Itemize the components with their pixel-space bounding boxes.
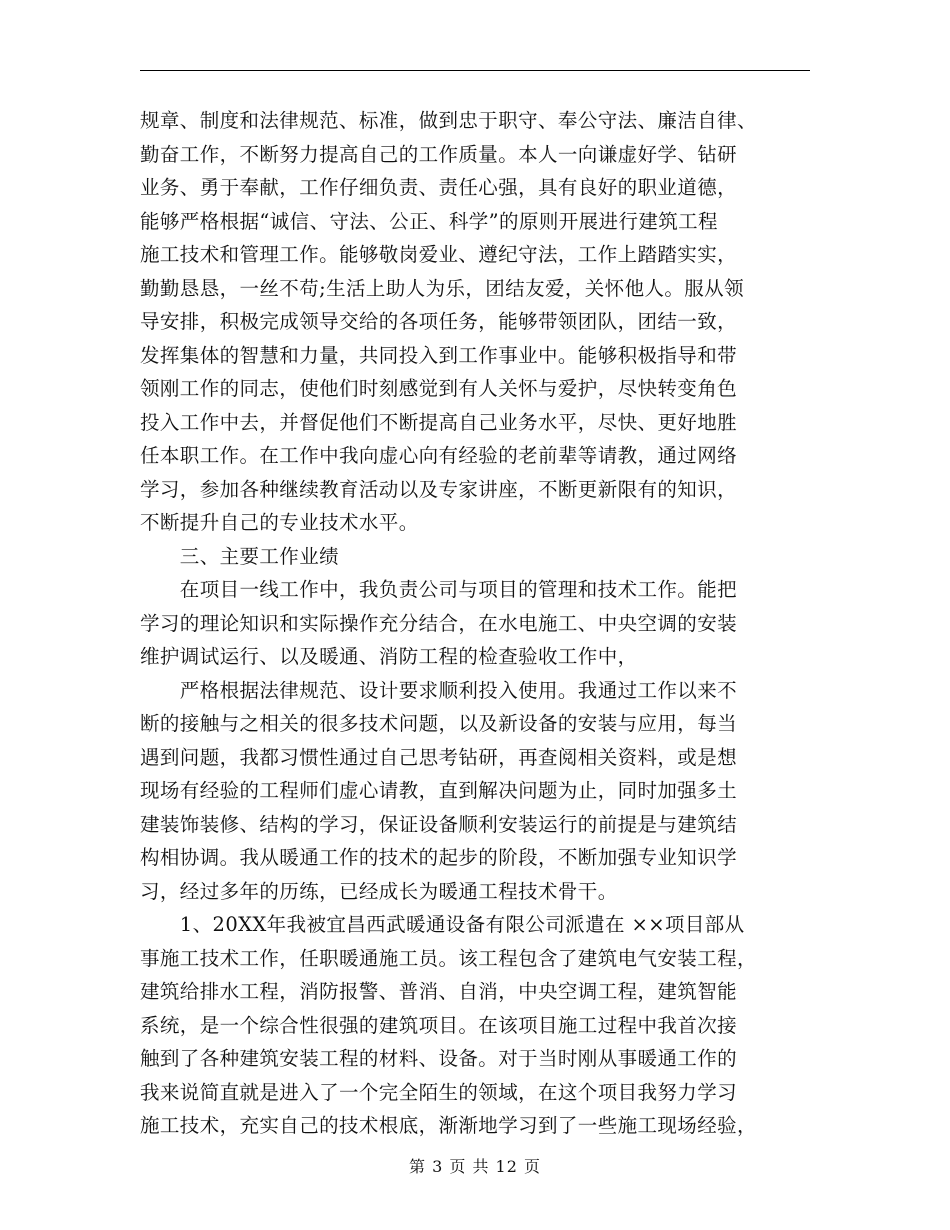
text-line: 规章、制度和法律规范、标准，做到忠于职守、奉公守法、廉洁自律、 bbox=[140, 109, 757, 132]
text-line: 现场有经验的工程师们虚心请教，直到解决问题为止，同时加强多土 bbox=[140, 779, 738, 802]
text-line: 学习的理论知识和实际操作充分结合，在水电施工、中央空调的安装 bbox=[140, 611, 738, 635]
text-line: 施工技术，充实自己的技术根底，渐渐地学习到了一些施工现场经验， bbox=[140, 1114, 757, 1137]
text-line: 学习，参加各种继续教育活动以及专家讲座，不断更新限有的知识， bbox=[140, 477, 738, 501]
text-line: 施工技术和管理工作。能够敬岗爱业、遵纪守法，工作上踏踏实实， bbox=[140, 243, 738, 266]
text-line: 触到了各种建筑安装工程的材料、设备。对于当时刚从事暖通工作的 bbox=[140, 1047, 738, 1070]
section-heading: 三、主要工作业绩 bbox=[140, 544, 340, 568]
text-line: 领刚工作的同志，使他们时刻感觉到有人关怀与爱护，尽快转变角色 bbox=[140, 377, 738, 400]
text-line: 习，经过多年的历练，已经成长为暖通工程技术骨干。 bbox=[140, 879, 618, 903]
text-line: 勤勤恳恳，一丝不苟;生活上助人为乐，团结友爱，关怀他人。服从领 bbox=[140, 276, 744, 300]
text-line: 构相协调。我从暖通工作的技术的起步的阶段，不断加强专业知识学 bbox=[140, 846, 738, 869]
text-line: 在项目一线工作中，我负责公司与项目的管理和技术工作。能把 bbox=[140, 578, 738, 601]
text-line: 严格根据法律规范、设计要求顺利投入使用。我通过工作以来不 bbox=[140, 678, 738, 702]
header-rule bbox=[140, 70, 810, 71]
text-line: 系统，是一个综合性很强的建筑项目。在该项目施工过程中我首次接 bbox=[140, 1013, 738, 1037]
text-line: 勤奋工作，不断努力提高自己的工作质量。本人一向谦虚好学、钻研 bbox=[140, 142, 738, 166]
text-line: 建装饰装修、结构的学习，保证设备顺利安装运行的前提是与建筑结 bbox=[140, 812, 738, 836]
text-line: 发挥集体的智慧和力量，共同投入到工作事业中。能够积极指导和带 bbox=[140, 343, 738, 367]
text-line: 断的接触与之相关的很多技术问题，以及新设备的安装与应用，每当 bbox=[140, 712, 738, 735]
text-line: 事施工技术工作，任职暖通施工员。该工程包含了建筑电气安装工程， bbox=[140, 946, 757, 970]
text-line: 维护调试运行、以及暖通、消防工程的检查验收工作中， bbox=[140, 645, 638, 668]
text-line: 导安排，积极完成领导交给的各项任务，能够带领团队，团结一致， bbox=[140, 310, 738, 333]
text-line: 任本职工作。在工作中我向虚心向有经验的老前辈等请教，通过网络 bbox=[140, 444, 738, 467]
text-line: 建筑给排水工程，消防报警、普消、自消，中央空调工程，建筑智能 bbox=[140, 980, 738, 1003]
document-body bbox=[140, 104, 830, 1143]
text-line: 我来说简直就是进入了一个完全陌生的领域，在这个项目我努力学习 bbox=[140, 1080, 738, 1104]
text-line: 不断提升自己的专业技术水平。 bbox=[140, 511, 419, 534]
text-line: 业务、勇于奉献，工作仔细负责、责任心强，具有良好的职业道德， bbox=[140, 176, 738, 199]
text-line: 遇到问题，我都习惯性通过自己思考钻研，再查阅相关资料，或是想 bbox=[140, 745, 738, 769]
text-line: 能够严格根据“诚信、守法、公正、科学”的原则开展进行建筑工程 bbox=[140, 209, 718, 233]
text-line: 1、20XX年我被宜昌西武暖通设备有限公司派遣在 ××项目部从 bbox=[140, 913, 745, 936]
text-line: 投入工作中去，并督促他们不断提高自己业务水平，尽快、更好地胜 bbox=[140, 410, 738, 434]
page-number-footer: 第 3 页 共 12 页 bbox=[409, 1157, 541, 1176]
